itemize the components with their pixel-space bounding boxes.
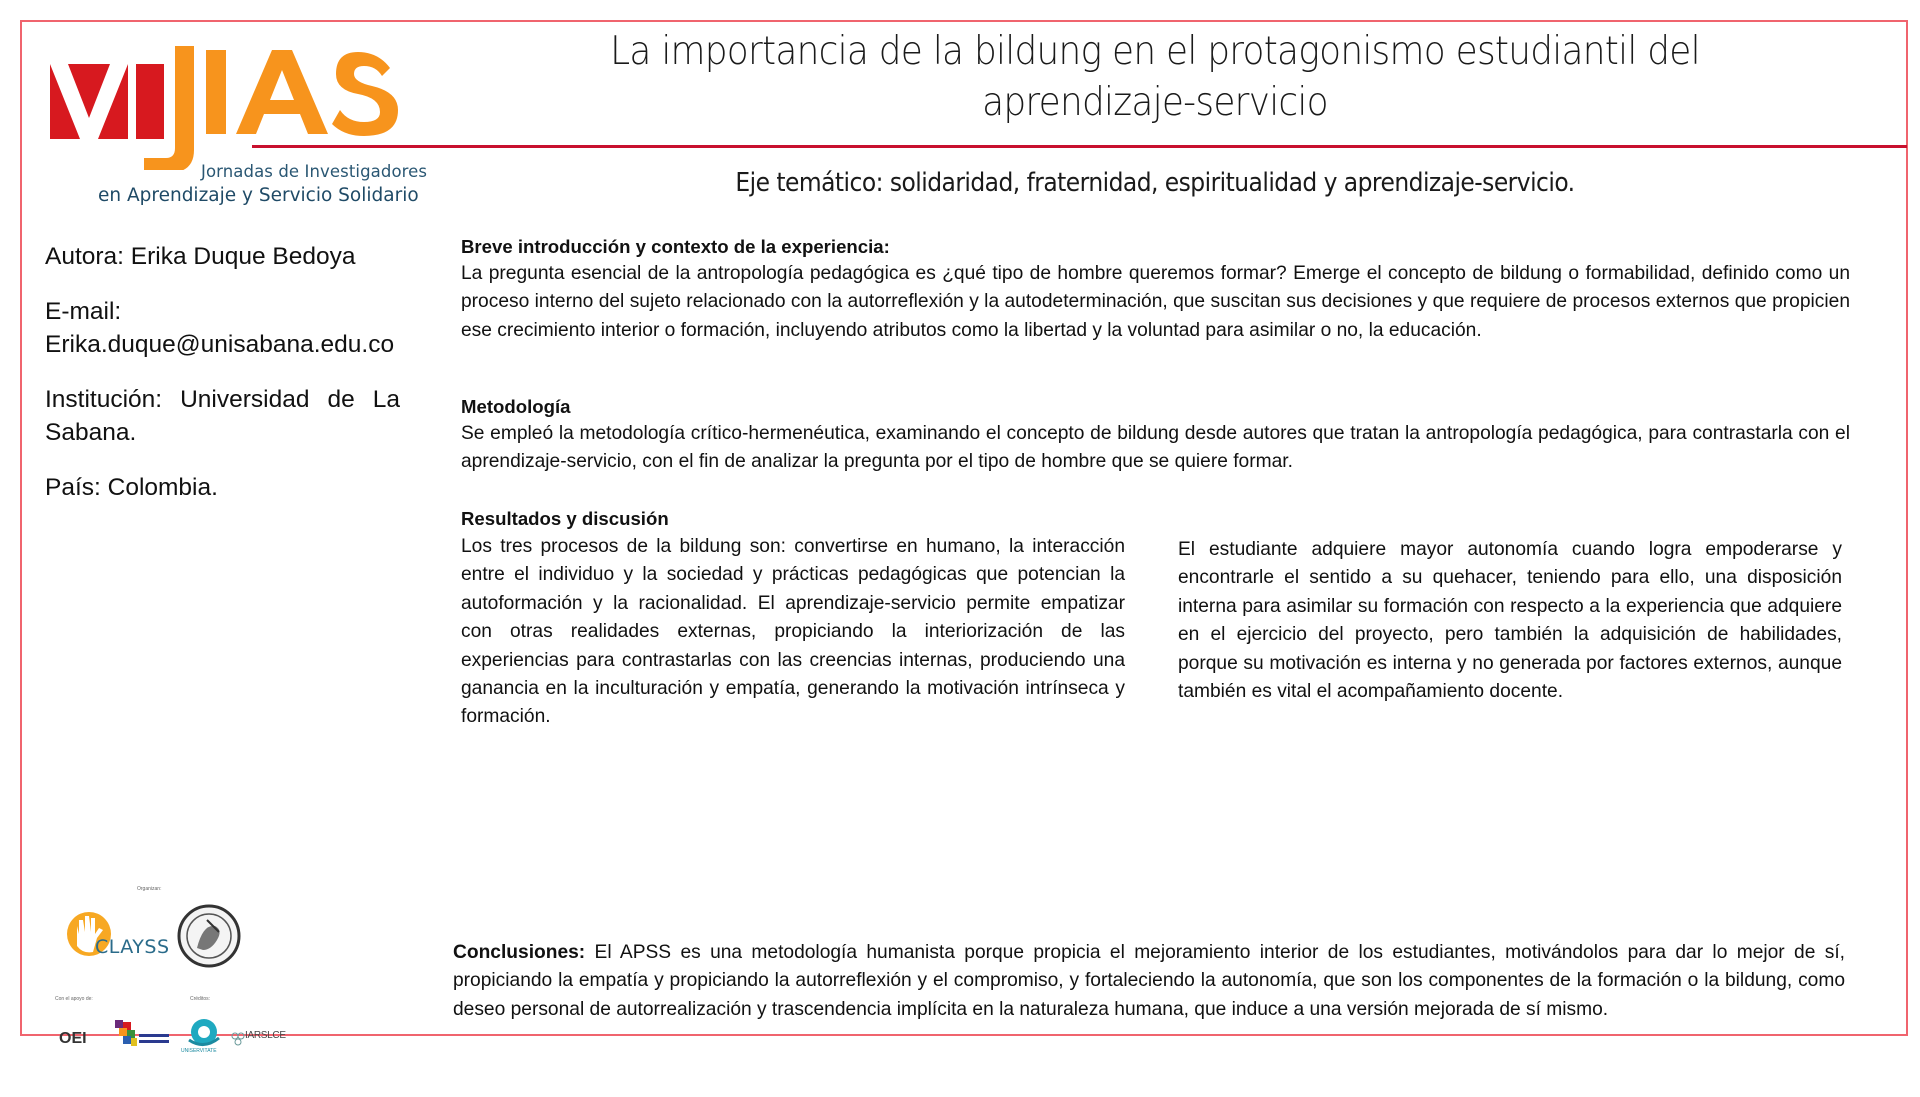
iarslce-text: IARSLCE	[245, 1030, 286, 1041]
author-info	[45, 240, 400, 526]
logo-subtitle-line1: Jornadas de Investigadores	[201, 162, 428, 181]
uniservitate-text: UNISERVITATE	[181, 1048, 217, 1054]
results-left-column: Los tres procesos de la bildung son: convertirse en humano, la interacción entre el individuo y la sociedad y prácticas pedagógicas que potencian la autoformación y la racionalidad. El aprendizaje-servicio permite empatizar con otras realidades externas, propiciando la interiorización de las experiencias para contrastarlas con las creencias internas, produciendo una ganancia en la inculturación y empatía, generando la motivación intrínseca y formación.	[461, 536, 1125, 728]
author-email: Erika.duque@unisabana.edu.co	[45, 331, 395, 358]
thematic-axis: Eje temático: solidaridad, fraternidad, espiritualidad y aprendizaje-servicio.	[735, 168, 1575, 198]
poster-title	[534, 26, 1776, 128]
methodology-section	[461, 394, 1850, 477]
support-label: Con el apoyo de:	[55, 996, 93, 1002]
author-email-block	[45, 295, 400, 361]
logo-subtitle-line2: en Aprendizaje y Servicio Solidario	[98, 185, 419, 206]
results-right-column: El estudiante adquiere mayor autonomía cuando logra empoderarse y encontrarle el sentido a su quehacer, teniendo para ello, una disposición interna para asimilar su formación con respecto a la experiencia que adquiere en el ejercicio del proyecto, pero también la adquisición de habilidades, porque su motivación es interna y no generada por factores externos, aunque también es vital el acompañamiento docente.	[1178, 539, 1842, 703]
conclusions-heading: Conclusiones:	[453, 942, 586, 963]
vijias-logo	[46, 40, 426, 210]
intro-body: La pregunta esencial de la antropología pedagógica es ¿qué tipo de hombre queremos formar? Emerge el concepto de bildung o formabilidad, definido como un proceso interno del sujeto relacionado con la autorreflexión y la autodeterminación, que suscitan sus decisiones y que requiere de procesos externos que propicien ese crecimiento interior o formación, incluyendo atributos como la libertad y la voluntad para asimilar o no, la educación.	[461, 263, 1850, 341]
sponsor-logos	[55, 880, 305, 1060]
author-name: Autora: Erika Duque Bedoya	[45, 243, 356, 270]
university-seal-icon	[177, 904, 241, 968]
oei-logo: OEI	[59, 1030, 87, 1047]
methodology-heading: Metodología	[461, 396, 571, 417]
intro-section	[461, 234, 1850, 345]
results-heading: Resultados y discusión	[461, 508, 669, 529]
conclusions-section	[453, 939, 1845, 1024]
institution-line1: Institución: Universidad de La	[45, 386, 400, 413]
intro-heading: Breve introducción y contexto de la experiencia:	[461, 236, 890, 257]
author-country: País: Colombia.	[45, 474, 218, 501]
organizers-label: Organizan:	[137, 886, 162, 892]
red-iberoamericana-logo-icon	[113, 1018, 171, 1052]
title-line-2: aprendizaje-servicio	[982, 80, 1328, 125]
institution-line2: Sabana.	[45, 419, 137, 446]
email-label: E-mail:	[45, 298, 122, 325]
credits-label: Créditos:	[190, 996, 211, 1002]
title-line-1: La importancia de la bildung en el protagonismo estudiantil del	[610, 29, 1700, 74]
clayss-logo-text: CLAYSS	[95, 936, 170, 958]
header-divider	[252, 145, 1907, 148]
methodology-body: Se empleó la metodología crítico-hermenéutica, examinando el concepto de bildung desde autores que tratan la antropología pedagógica, para contrastarla con el aprendizaje-servicio, con el fin de analizar la pregunta por el tipo de hombre que se quiere formar.	[461, 423, 1850, 473]
vijias-logo-mark	[46, 40, 426, 170]
author-institution	[45, 383, 400, 449]
conclusions-body: El APSS es una metodología humanista porque propicia el mejoramiento interior de los estudiantes, motivándolos para dar lo mejor de sí, propiciando la empatía y propiciando la autorreflexión y el compromiso, y fortaleciendo la autonomía, que son los componentes de la formación o la bildung, como deseo personal de autorrealización y trascendencia implícita en la naturaleza humana, que induce a una versión mejorada de sí mismo.	[453, 942, 1845, 1020]
